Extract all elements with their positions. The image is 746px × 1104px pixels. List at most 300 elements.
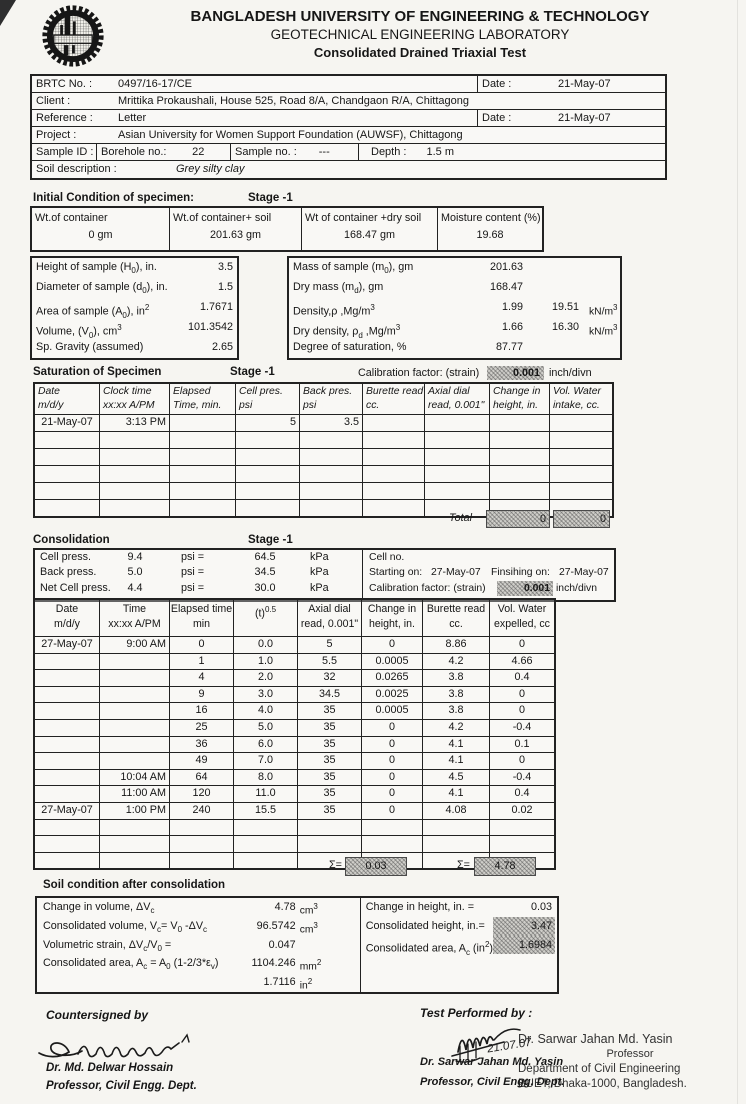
cell: [99, 753, 169, 769]
row-label: Change in volume, $\Delta V_c$: [43, 901, 155, 916]
borehole-label: Borehole no.:: [101, 146, 167, 158]
cell: 0.0: [233, 637, 297, 653]
row-label: Change in height, in. =: [365, 901, 475, 913]
row-label: Sp. Gravity (assumed): [36, 341, 144, 353]
cell: 0: [361, 770, 422, 786]
pressure-unit: kPa: [310, 566, 329, 579]
table-row: [35, 737, 554, 754]
sample-no-value: ---: [318, 146, 330, 158]
pressure-psi: 5.0: [127, 566, 143, 579]
row-value: 0.03: [530, 901, 552, 913]
date-value: 21-May-07: [558, 112, 611, 124]
cell-label: Moisture content (%): [441, 212, 541, 224]
calibration-label: Calibration factor: (strain): [358, 367, 480, 379]
cell: [35, 670, 99, 686]
cell-value: 0 gm: [88, 229, 113, 241]
cell: 4.66: [489, 654, 554, 670]
sigma-change-height: 0.03: [345, 857, 407, 876]
table-row: [37, 898, 360, 917]
table-row: [361, 917, 557, 936]
pressure-kpa: 30.0: [254, 581, 276, 594]
col-header: Elapsed Time, min.: [169, 384, 235, 414]
pressure-eq: psi =: [180, 581, 205, 594]
cell: [35, 720, 99, 736]
row-value: 3.47: [493, 917, 555, 936]
cell: 4: [169, 670, 233, 686]
cell: 49: [169, 753, 233, 769]
saturation-table: [33, 382, 614, 518]
cell: 0: [489, 637, 554, 653]
initial-condition-table: [30, 206, 544, 252]
table-cell: [169, 208, 301, 250]
cell: [424, 415, 489, 431]
borehole-value: 22: [192, 146, 205, 158]
cell: [489, 415, 549, 431]
cell: 35: [297, 737, 361, 753]
pressure-kpa: 34.5: [254, 566, 276, 579]
col-header: Time xx:xx A/PM: [99, 600, 169, 636]
cell: [99, 703, 169, 719]
table-row: [361, 936, 557, 955]
consolidation-title: Consolidation: [33, 534, 110, 546]
consolidation-pressures-box: [33, 548, 616, 602]
cell: 8.0: [233, 770, 297, 786]
sigma-label: Σ=: [457, 859, 470, 871]
cell: 8.86: [422, 637, 489, 653]
table-row: [289, 318, 620, 338]
cell: 25: [169, 720, 233, 736]
table-cell: [32, 208, 169, 250]
cell: [362, 415, 424, 431]
cell: 4.5: [422, 770, 489, 786]
calibration-label: Calibration factor: (strain): [369, 582, 486, 594]
row-label: Consolidated area, $A_c = A_0$ $(1-2/3*\varepsilon_v)$: [43, 957, 219, 972]
stamp-title: Professor: [606, 1048, 654, 1060]
cell-no-row: [363, 550, 614, 565]
cell-label: Wt.of container+ soil: [173, 212, 272, 224]
col-header: Date m/d/y: [54, 603, 80, 630]
sample-no-label: Sample no. :: [235, 146, 297, 158]
table-row: [35, 803, 554, 820]
row-value: 1.5: [217, 281, 233, 293]
table-row: [35, 820, 554, 837]
row-label: Consolidated area, $A_c$ $(in^2)$: [365, 939, 493, 957]
scan-fold-line: [737, 0, 738, 1104]
row-label: Diameter of sample $(d_0)$, in.: [36, 281, 168, 296]
cell: 4.1: [422, 737, 489, 753]
info-table: [30, 74, 667, 180]
cell: 11:00 AM: [99, 786, 169, 802]
row-unit: $cm^3$: [299, 920, 318, 936]
cell: 0.0005: [361, 703, 422, 719]
pressure-row: [35, 565, 362, 580]
cell: 35: [297, 720, 361, 736]
cell: 3.8: [422, 687, 489, 703]
saturation-total-row: [33, 510, 610, 528]
cell: 5: [235, 415, 299, 431]
cell: 4.08: [422, 803, 489, 819]
table-row: [32, 318, 237, 338]
reference-row: [32, 110, 665, 127]
cell: 4.1: [422, 786, 489, 802]
calibration-value: 0.001: [497, 581, 553, 596]
cell: 11.0: [233, 786, 297, 802]
row-value: 1.6984: [493, 936, 555, 955]
cell-value: 19.68: [476, 229, 504, 241]
table-row: [35, 786, 554, 803]
cell: 4.0: [233, 703, 297, 719]
cell: 0: [169, 637, 233, 653]
table-cell: [437, 208, 542, 250]
client-value: Mrittika Prokaushali, House 525, Road 8/A, Chandgaon R/A, Chittagong: [118, 95, 469, 107]
col-header: Axial dial read, 0.001": [424, 384, 489, 414]
table-row: [35, 637, 554, 654]
project-value: Asian University for Women Support Foundation (AUWSF), Chittagong: [118, 129, 463, 141]
col-header: Change in height, in.: [361, 600, 422, 636]
cell: 5.0: [233, 720, 297, 736]
table-row: [361, 898, 557, 917]
brtc-row: [32, 76, 665, 93]
col-header: Date m/d/y: [38, 386, 64, 411]
col-header: Clock time xx:xx A/PM: [99, 384, 169, 414]
cell: 3.8: [422, 703, 489, 719]
table-row: [35, 753, 554, 770]
stamp-name: Dr. Sarwar Jahan Md. Yasin: [518, 1032, 673, 1046]
cell: 3.0: [233, 687, 297, 703]
cell: 1:00 PM: [99, 803, 169, 819]
cell: 35: [297, 786, 361, 802]
col-header: Change in height, in.: [489, 384, 549, 414]
consolidation-stage: Stage -1: [248, 534, 293, 546]
saturation-stage: Stage -1: [230, 366, 275, 378]
cell: 9: [169, 687, 233, 703]
cell: 10:04 AM: [99, 770, 169, 786]
table-cell: [301, 208, 437, 250]
cell: 34.5: [297, 687, 361, 703]
col-header: $(t)^{0.5}$: [233, 600, 297, 636]
col-header: Burette read cc.: [362, 384, 424, 414]
row-unit: $kN/m^3$: [589, 323, 618, 338]
cell: 3:13 PM: [99, 415, 169, 431]
row-extra-value: 16.30: [551, 321, 579, 333]
initial-condition-stage: Stage -1: [248, 192, 293, 204]
cell: 0: [489, 753, 554, 769]
cell: [35, 770, 99, 786]
row-label: Consolidated volume, $V_c= V_0$ $-\Delta V_c$: [43, 919, 208, 934]
cell: 0: [361, 753, 422, 769]
cell: 0.4: [489, 786, 554, 802]
pressure-eq: psi =: [180, 551, 205, 563]
cell: 35: [297, 753, 361, 769]
cell: 3.8: [422, 670, 489, 686]
depth-label: Depth :: [371, 146, 407, 158]
cell: 35: [297, 703, 361, 719]
signature-hand-date: 21.07.07: [486, 1036, 533, 1056]
cell: 21-May-07: [41, 416, 93, 428]
cell: 0: [361, 786, 422, 802]
cell: 3.5: [299, 415, 362, 431]
row-label: Degree of saturation, %: [293, 341, 407, 353]
pressure-row: [35, 550, 362, 565]
cell-label: Wt of container +dry soil: [305, 212, 422, 224]
pressure-eq: psi =: [180, 566, 205, 579]
row-label: Dry mass $(m_d)$, gm: [293, 281, 384, 296]
table-row: [35, 687, 554, 704]
cell: 4.2: [422, 720, 489, 736]
university-title: BANGLADESH UNIVERSITY OF ENGINEERING & TECHNOLOGY: [190, 8, 650, 25]
pressure-psi: 9.4: [127, 551, 143, 563]
table-row: [289, 278, 620, 298]
cell: 0: [489, 687, 554, 703]
row-label: Consolidated height, in.=: [365, 919, 485, 932]
cell: 5.5: [297, 654, 361, 670]
brtc-label: BRTC No. :: [36, 78, 93, 90]
date-label: Date :: [482, 78, 512, 90]
soil-description-row: [32, 161, 665, 178]
pressures-left: [35, 550, 362, 600]
pressure-label: Back press.: [40, 566, 97, 579]
col-header: Cell pres. psi: [235, 384, 299, 414]
calibration-unit: inch/divn: [556, 582, 598, 594]
row-value: 96.5742: [256, 919, 296, 932]
cell: [169, 415, 235, 431]
cell: [35, 737, 99, 753]
row-value: 168.47: [489, 281, 523, 293]
row-value: 1.7116: [263, 976, 296, 989]
client-label: Client :: [36, 95, 71, 107]
pressure-row: [35, 581, 362, 596]
cell-value: 168.47 gm: [343, 229, 396, 241]
table-row: [35, 836, 554, 853]
countersigned-heading: Countersigned by: [46, 1008, 149, 1022]
pressure-label: Net Cell press.: [40, 581, 111, 594]
saturation-title: Saturation of Specimen: [33, 366, 162, 378]
project-row: [32, 127, 665, 144]
sample-row: [32, 144, 665, 161]
col-header: Back pres. psi: [299, 384, 362, 414]
table-row: [32, 298, 237, 318]
col-header: Burette read cc.: [422, 600, 489, 636]
row-value: 4.78: [274, 901, 296, 913]
pressure-unit: kPa: [310, 581, 329, 594]
starting-value: 27-May-07: [431, 567, 481, 579]
table-row: [32, 338, 237, 358]
pressures-right: [362, 550, 614, 600]
cell: 0.4: [489, 670, 554, 686]
pressure-kpa: 64.5: [254, 551, 276, 563]
sample-mass-box: [287, 256, 622, 360]
cell: 0: [361, 720, 422, 736]
cell: [35, 786, 99, 802]
starting-label: Starting on:: [369, 567, 423, 579]
cell: 9:00 AM: [99, 637, 169, 653]
row-label: Area of sample $(A_0)$, $in^2$: [36, 303, 150, 320]
stamp-department: Department of Civil Engineering: [518, 1063, 681, 1075]
performer-title: Professor, Civil Engg. Dept.: [420, 1076, 565, 1088]
cell: [99, 737, 169, 753]
dates-row: [363, 565, 614, 580]
row-value: 2.65: [211, 341, 233, 353]
countersigner-name: Dr. Md. Delwar Hossain: [46, 1062, 174, 1074]
cell: 32: [297, 670, 361, 686]
total-change-height: 0: [486, 510, 550, 528]
table-row: [35, 654, 554, 671]
cell: 0.0005: [361, 654, 422, 670]
cell: 64: [169, 770, 233, 786]
cell: 4.2: [422, 654, 489, 670]
cell: -0.4: [489, 770, 554, 786]
soil-condition-left: [37, 898, 360, 992]
cell: 35: [297, 803, 361, 819]
soil-condition-right: [360, 898, 557, 992]
cell: [99, 687, 169, 703]
table-row: [35, 466, 612, 483]
total-water-intake: 0: [553, 510, 610, 528]
row-label: Dry density, $\rho_d$ $,Mg/m^3$: [293, 323, 401, 340]
row-value: 1.99: [501, 301, 523, 313]
initial-condition-title: Initial Condition of specimen:: [33, 192, 194, 204]
cell: [99, 720, 169, 736]
cell: 1: [169, 654, 233, 670]
table-row: [37, 954, 360, 973]
client-row: [32, 93, 665, 110]
cell: [99, 654, 169, 670]
col-header: Vol. Water intake, cc.: [549, 384, 612, 414]
reference-value: Letter: [118, 112, 147, 124]
table-row: [289, 338, 620, 358]
cell: 1.0: [233, 654, 297, 670]
cell: 15.5: [233, 803, 297, 819]
cell: 0.0265: [361, 670, 422, 686]
soil-description-label: Soil description :: [36, 163, 117, 175]
cell: [35, 753, 99, 769]
row-label: Volumetric strain, $\Delta V_c/V_0$ =: [43, 938, 172, 953]
buet-logo-icon: [34, 4, 112, 68]
table-row: [35, 415, 612, 432]
cell: 2.0: [233, 670, 297, 686]
cell: [35, 654, 99, 670]
row-value: 201.63: [489, 261, 523, 273]
pressure-label: Cell press.: [40, 551, 92, 563]
sample-id-label: Sample ID :: [36, 146, 94, 158]
cell: 16: [169, 703, 233, 719]
laboratory-title: GEOTECHNICAL ENGINEERING LABORATORY: [270, 27, 570, 42]
col-header: Elapsed time min: [169, 600, 233, 636]
cell: 120: [169, 786, 233, 802]
cell: 240: [169, 803, 233, 819]
consolidation-sums-row: [33, 857, 552, 876]
cell: [35, 687, 99, 703]
row-value: 1.66: [501, 321, 523, 333]
row-unit: $in^2$: [299, 977, 313, 992]
cell: 0.1: [489, 737, 554, 753]
row-label: Mass of sample $(m_0)$, gm: [293, 261, 414, 276]
saturation-header-row: [35, 384, 612, 415]
cell: -0.4: [489, 720, 554, 736]
row-value: 1.7671: [199, 301, 233, 313]
row-label: Density,ρ $,Mg/m^3$: [293, 303, 375, 318]
date-label: Date :: [482, 112, 512, 124]
countersigner-title: Professor, Civil Engg. Dept.: [46, 1080, 197, 1092]
cell: 27-May-07: [41, 638, 93, 650]
cell: 0: [361, 737, 422, 753]
performer-name: Dr. Sarwar Jahan Md. Yasin: [420, 1056, 564, 1068]
row-unit: $cm^3$: [299, 902, 318, 917]
table-row: [32, 258, 237, 278]
sample-dimensions-box: [30, 256, 239, 360]
calibration-unit: inch/divn: [549, 367, 592, 379]
project-label: Project :: [36, 129, 77, 141]
row-value: 87.77: [495, 341, 523, 353]
stamp-address: BUET, Dhaka-1000, Bangladesh.: [518, 1078, 687, 1090]
finishing-value: 27-May-07: [559, 567, 609, 579]
pressure-psi: 4.4: [127, 581, 143, 594]
soil-condition-box: [35, 896, 559, 994]
cell: [99, 670, 169, 686]
soil-condition-title: Soil condition after consolidation: [43, 879, 226, 891]
cell: 6.0: [233, 737, 297, 753]
cell: 35: [297, 770, 361, 786]
table-row: [32, 278, 237, 298]
row-unit: [296, 936, 360, 955]
table-row: [37, 917, 360, 936]
table-row: [35, 720, 554, 737]
cell-value: 201.63 gm: [209, 229, 262, 241]
row-label: Height of sample $(H_0)$, in.: [36, 261, 157, 276]
brtc-value: 0497/16-17/CE: [118, 78, 192, 90]
scan-corner-artifact: [0, 0, 16, 26]
row-value: 0.047: [268, 938, 296, 951]
pressure-unit: kPa: [310, 551, 329, 563]
cell: 7.0: [233, 753, 297, 769]
table-row: [35, 670, 554, 687]
row-label: [37, 973, 232, 992]
cell: 0: [489, 703, 554, 719]
cell: 4.1: [422, 753, 489, 769]
date-value: 21-May-07: [558, 78, 611, 90]
row-value: 3.5: [217, 261, 233, 273]
cell: [35, 703, 99, 719]
test-title: Consolidated Drained Triaxial Test: [313, 45, 527, 60]
table-row: [37, 936, 360, 955]
table-row: [35, 483, 612, 500]
sigma-water-expelled: 4.78: [474, 857, 536, 876]
cell: 0: [361, 637, 422, 653]
col-header: Axial dial read, 0.001": [297, 600, 361, 636]
cell: 27-May-07: [41, 803, 93, 816]
cell-label: Wt.of container: [35, 212, 108, 224]
table-row: [289, 258, 620, 278]
consolidation-header-row: [35, 600, 554, 637]
cell: [549, 415, 612, 431]
row-value: 1104.246: [251, 957, 296, 970]
calibration-value: 0.001: [487, 366, 544, 380]
row-unit: $mm^2$: [299, 958, 322, 973]
row-value: 101.3542: [187, 321, 233, 333]
table-row: [35, 770, 554, 787]
cell: 36: [169, 737, 233, 753]
test-performed-heading: Test Performed by :: [420, 1006, 533, 1020]
table-row: [35, 703, 554, 720]
total-label: Total: [448, 512, 472, 524]
row-extra-value: 19.51: [551, 301, 579, 313]
table-row: [35, 449, 612, 466]
row-unit: $kN/m^3$: [589, 303, 618, 318]
cell-no-label: Cell no.: [369, 552, 405, 563]
soil-description-value: Grey silty clay: [176, 163, 245, 175]
reference-label: Reference :: [36, 112, 93, 124]
cell: 0: [361, 803, 422, 819]
